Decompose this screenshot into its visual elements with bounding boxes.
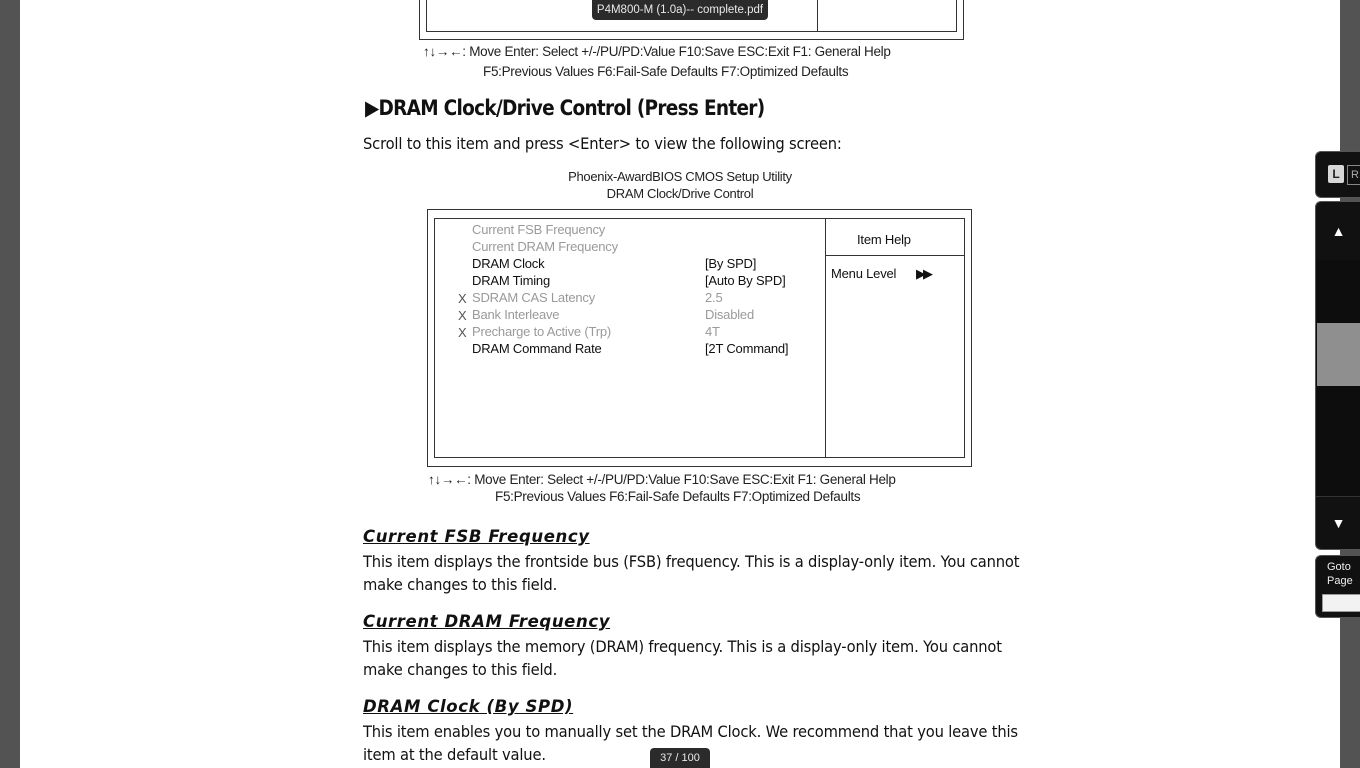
filename-tooltip: P4M800-M (1.0a)-- complete.pdf [592,0,768,20]
bios-item-value[interactable]: [2T Command] [705,341,789,356]
bios-screen [427,209,972,467]
bios-help-header-line [825,255,964,256]
prev-footer-line2: F5:Previous Values F6:Fail-Safe Defaults F7:Optimized Defaults [483,64,849,79]
bios-item-value: Disabled [705,307,754,322]
page-indicator: 37 / 100 [650,748,710,768]
pdf-page [20,0,1340,768]
item-head-fsb: Current FSB Frequency [363,527,590,546]
bios-item-label: Current DRAM Frequency [472,239,618,254]
layout-icon-2: R [1347,165,1360,185]
page-scrollbar[interactable] [1315,201,1360,550]
item-text-fsb: This item displays the frontside bus (FSB) frequency. This is a display-only item. You cannot make changes to this field. [363,552,1020,594]
bios-item-value: 2.5 [705,290,723,305]
goto-page-panel [1315,555,1360,618]
bios-item-label[interactable]: DRAM Command Rate [472,341,602,356]
bios-subtitle: DRAM Clock/Drive Control [606,186,754,201]
menu-level-arrows-icon: ▶▶ [916,266,930,281]
goto-page-label: Goto Page [1327,561,1353,587]
scroll-up-button[interactable]: ▲ [1316,202,1360,261]
item-text-dram-clock: This item enables you to manually set the DRAM Clock. We recommend that you leave this item at the default value. [363,722,1018,764]
bios-item-label: SDRAM CAS Latency [472,290,596,305]
item-head-dram-freq: Current DRAM Frequency [363,612,611,631]
item-text-dram-freq: This item displays the memory (DRAM) frequency. This is a display-only item. You cannot make changes to this field. [363,637,1002,679]
item-head-dram-clock: DRAM Clock (By SPD) [363,697,574,716]
disabled-x-mark: X [458,308,467,323]
bios-item-label[interactable]: DRAM Clock [472,256,545,271]
layout-icon: L [1328,165,1344,183]
bios-item-value[interactable]: [Auto By SPD] [705,273,786,288]
bios-item-label: Current FSB Frequency [472,222,606,237]
bios-item-label[interactable]: DRAM Timing [472,273,550,288]
layout-toggle[interactable] [1315,151,1360,198]
item-help-label: Item Help [857,232,911,247]
scroll-down-button[interactable]: ▼ [1316,496,1360,549]
bios-footer-line2: F5:Previous Values F6:Fail-Safe Defaults F7:Optimized Defaults [495,489,861,504]
prev-footer-line1: ↑↓→←: Move Enter: Select +/-/PU/PD:Value F10:Save ESC:Exit F1: General Help [423,44,891,59]
disabled-x-mark: X [458,325,467,340]
goto-page-input[interactable] [1322,594,1360,612]
bios-item-value[interactable]: [By SPD] [705,256,757,271]
bios-item-label: Bank Interleave [472,307,560,322]
bios-item-label: Precharge to Active (Trp) [472,324,612,339]
bios-item-value: 4T [705,324,720,339]
bios-title: Phoenix-AwardBIOS CMOS Setup Utility [568,169,792,184]
menu-level-label: Menu Level [831,266,897,281]
section-title: ▶DRAM Clock/Drive Control (Press Enter) [365,96,765,120]
scrollbar-thumb[interactable] [1317,323,1360,386]
disabled-x-mark: X [458,291,467,306]
bios-footer-line1: ↑↓→←: Move Enter: Select +/-/PU/PD:Value F10:Save ESC:Exit F1: General Help [428,472,896,487]
section-intro: Scroll to this item and press <Enter> to view the following screen: [363,134,842,153]
